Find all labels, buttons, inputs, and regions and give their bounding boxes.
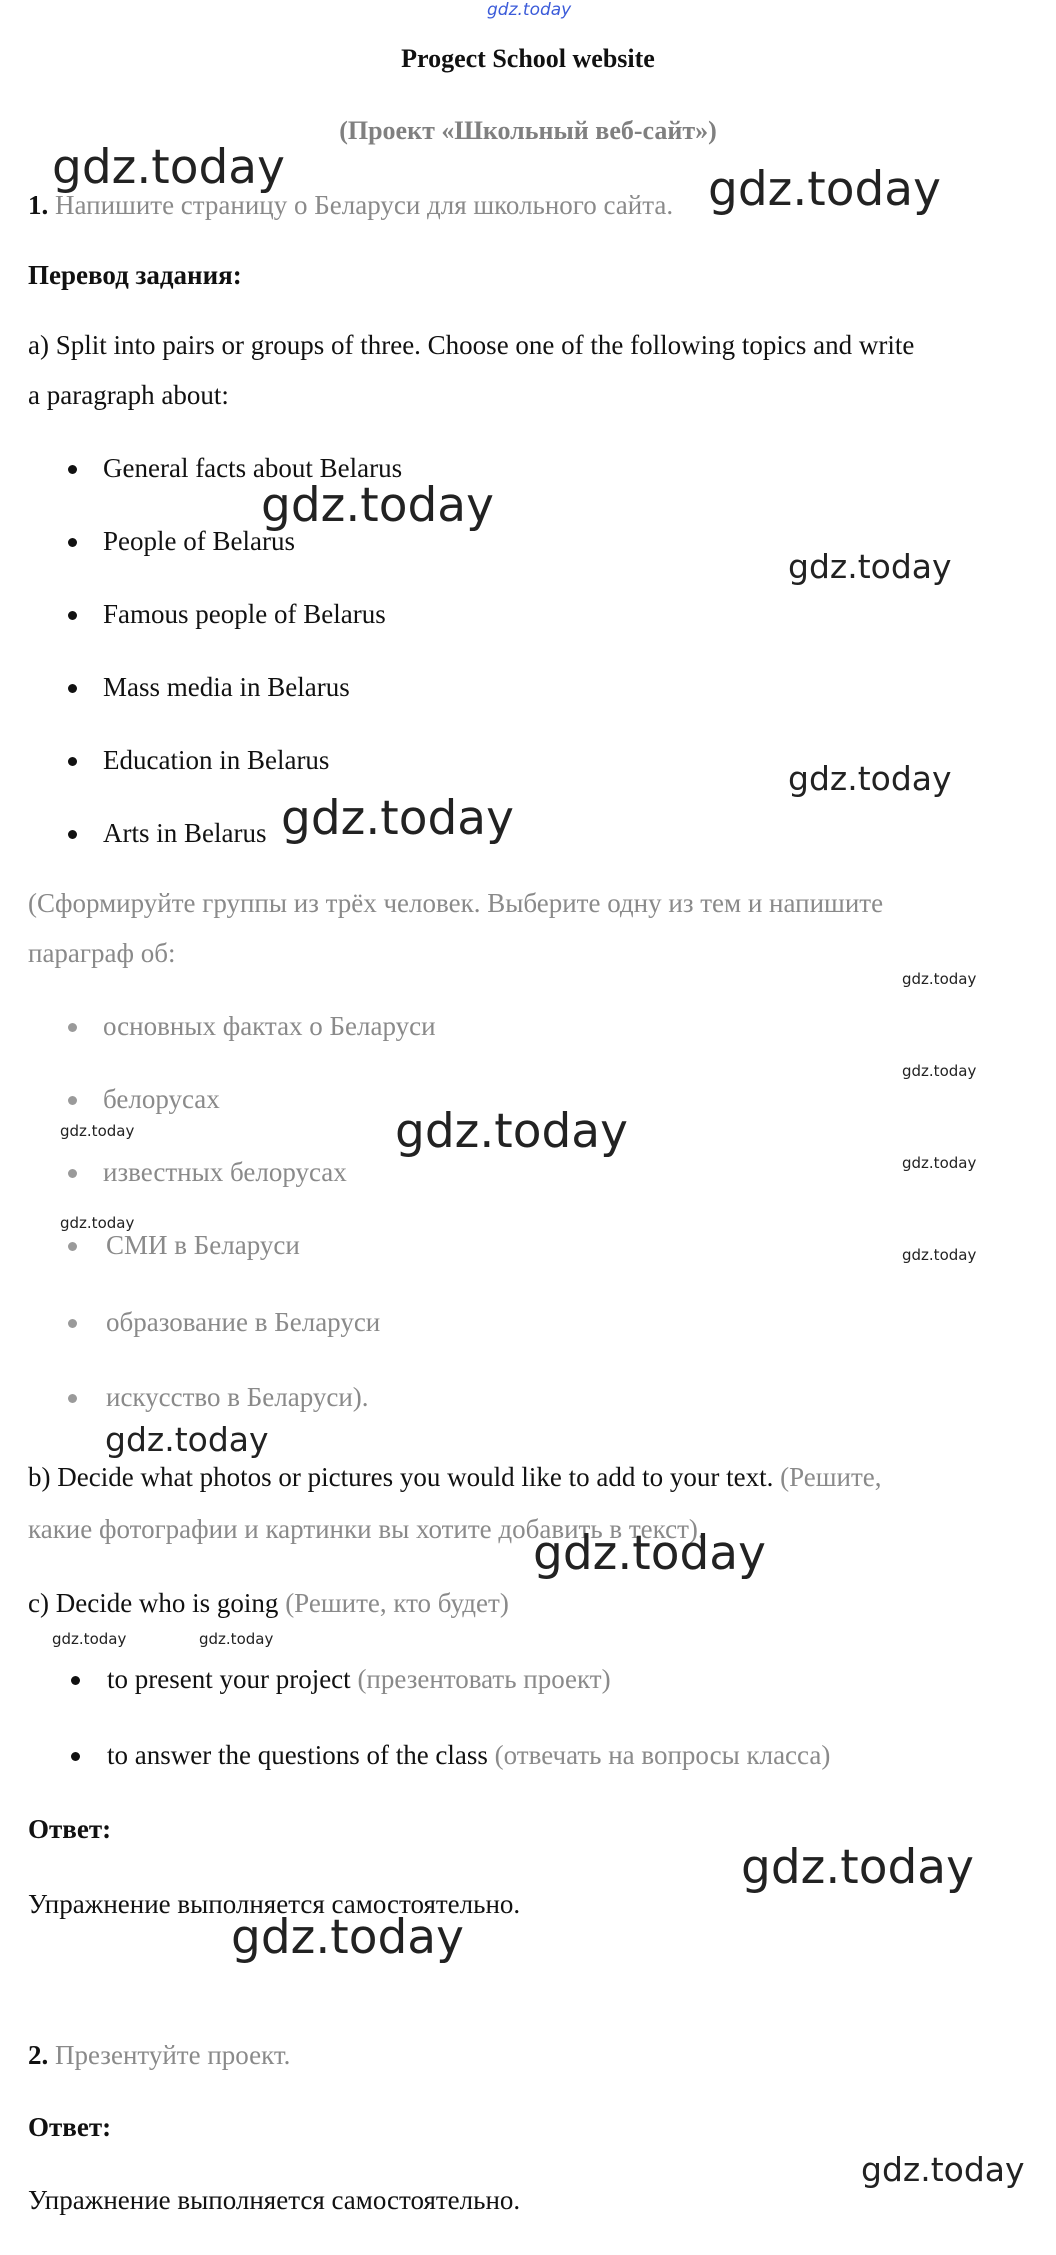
part-a-line-1: a) Split into pairs or groups of three. Choose one of the following topics and write [28, 330, 915, 360]
header-watermark: gdz.today [487, 0, 572, 20]
part-c-ru: (Решите, кто будет) [285, 1588, 509, 1618]
task-2-number: 2. [28, 2040, 49, 2070]
part-a-ru-line-2: параграф об: [28, 938, 176, 968]
part-b-line-2: какие фотографии и картинки вы хотите добавить в текст). [28, 1514, 705, 1544]
part-b-line-1 [28, 1462, 882, 1493]
task-1-text: Напишите страницу о Беларуси для школьного сайта. [55, 190, 674, 220]
watermark: gdz.today [902, 970, 977, 988]
bullet-icon [68, 1169, 77, 1178]
part-c-line [28, 1588, 509, 1619]
watermark: gdz.today [199, 1630, 274, 1648]
bullet-icon [68, 1319, 77, 1328]
watermark: gdz.today [60, 1122, 135, 1140]
bullet-icon [68, 1023, 77, 1032]
watermark: gdz.today [261, 478, 494, 533]
task-2-text: Презентуйте проект. [55, 2040, 291, 2070]
bullet-icon [68, 1096, 77, 1105]
part-a-line-2: a paragraph about: [28, 380, 229, 410]
task-1-number: 1. [28, 190, 49, 220]
watermark: gdz.today [708, 162, 941, 217]
bullet-icon [68, 830, 77, 839]
watermark: gdz.today [281, 791, 514, 846]
answer-2-heading: Ответ: [28, 2112, 112, 2142]
page-title: Progect School website [401, 44, 655, 73]
part-c-en: c) Decide who is going [28, 1588, 279, 1618]
watermark: gdz.today [902, 1246, 977, 1264]
bullet-icon [68, 465, 77, 474]
bullet-icon [68, 1242, 77, 1251]
part-b-ru-1: (Решите, [780, 1462, 882, 1492]
watermark: gdz.today [788, 547, 952, 586]
answer-2-text: Упражнение выполняется самостоятельно. [28, 2185, 521, 2215]
watermark: gdz.today [902, 1154, 977, 1172]
page-subtitle: (Проект «Школьный веб-сайт») [339, 116, 717, 145]
watermark: gdz.today [741, 1840, 974, 1895]
watermark: gdz.today [231, 1910, 464, 1965]
bullet-icon [68, 684, 77, 693]
watermark: gdz.today [788, 759, 952, 798]
watermark: gdz.today [52, 140, 285, 195]
bullet-icon [68, 611, 77, 620]
watermark: gdz.today [52, 1630, 127, 1648]
answer-1-text: Упражнение выполняется самостоятельно. [28, 1889, 521, 1919]
watermark: gdz.today [902, 1062, 977, 1080]
part-b-en: b) Decide what photos or pictures you would like to add to your text. [28, 1462, 774, 1492]
bullet-icon [71, 1676, 80, 1685]
watermark: gdz.today [861, 2150, 1025, 2189]
translation-heading: Перевод задания: [28, 260, 242, 290]
task-2 [28, 2040, 290, 2071]
watermark: gdz.today [533, 1526, 766, 1581]
answer-1-heading: Ответ: [28, 1814, 112, 1844]
bullet-icon [71, 1752, 80, 1761]
part-a-ru-line-1: (Сформируйте группы из трёх человек. Выберите одну из тем и напишите [28, 888, 884, 918]
bullet-icon [68, 538, 77, 547]
bullet-icon [68, 757, 77, 766]
watermark: gdz.today [105, 1420, 269, 1459]
watermark: gdz.today [60, 1214, 135, 1232]
watermark: gdz.today [395, 1104, 628, 1159]
bullet-icon [68, 1394, 77, 1403]
